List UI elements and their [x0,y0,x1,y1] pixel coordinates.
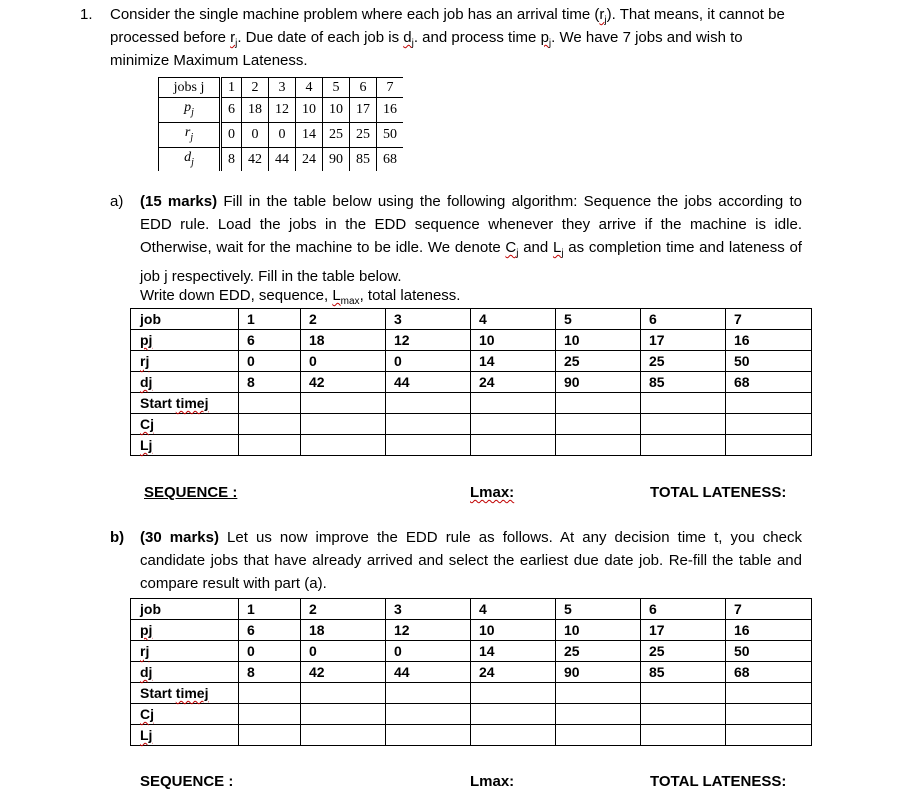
table-cell: 85 [350,147,377,171]
table-cell: 25 [556,351,641,372]
answer-cell[interactable] [556,435,641,456]
lmax-label-a: Lmax: [470,484,515,501]
table-cell: 2 [301,599,386,620]
row-label: Lj [131,435,239,456]
table-cell: 10 [471,620,556,641]
answer-cell[interactable] [556,414,641,435]
row-label: Lj [131,725,239,746]
table-cell: 50 [377,122,404,147]
table-cell: 24 [471,662,556,683]
table-row [131,599,812,620]
table-cell: 25 [323,122,350,147]
answer-cell[interactable] [641,704,726,725]
table-cell: 8 [239,662,301,683]
answer-cell[interactable] [471,414,556,435]
table-cell: 0 [301,641,386,662]
part-a-letter: a) [110,193,124,210]
table-row [131,330,812,351]
answer-cell[interactable] [471,725,556,746]
table-cell: 14 [471,641,556,662]
table-cell: 12 [386,330,471,351]
answer-cell[interactable] [556,725,641,746]
table-cell: 6 [641,309,726,330]
row-label: $r_j$ [159,122,221,147]
table-cell: 68 [377,147,404,171]
answer-cell[interactable] [556,393,641,414]
table-cell: 42 [242,147,269,171]
answer-cell[interactable] [726,683,812,704]
problem-number: 1. [80,6,93,23]
answer-cell[interactable] [386,414,471,435]
table-cell: 1 [221,78,242,98]
row-label: rj [131,351,239,372]
total-lateness-label-b: TOTAL LATENESS: [650,773,787,790]
table-cell: 7 [726,309,812,330]
table-cell: 16 [726,620,812,641]
table-cell: 17 [641,620,726,641]
table-cell: 4 [471,599,556,620]
table-part-b [130,598,812,746]
table-cell: 6 [641,599,726,620]
table-cell: 18 [242,98,269,123]
answer-cell[interactable] [471,435,556,456]
table-cell: 25 [350,122,377,147]
table-cell: 0 [239,351,301,372]
answer-cell[interactable] [239,393,301,414]
table-cell: 2 [301,309,386,330]
table-cell: 3 [269,78,296,98]
jobs-data-table [158,77,403,171]
table-cell: 16 [726,330,812,351]
table-cell: 1 [239,599,301,620]
table-row [131,393,812,414]
table-cell: 68 [726,662,812,683]
table-row [131,351,812,372]
table-row [131,641,812,662]
part-b-letter: b) [110,529,125,546]
row-label: Start timej [131,393,239,414]
table-cell: 17 [350,98,377,123]
answer-cell[interactable] [386,435,471,456]
row-label: $p_j$ [159,98,221,123]
answer-cell[interactable] [641,414,726,435]
answer-cell[interactable] [301,414,386,435]
table-cell: 68 [726,372,812,393]
answer-cell[interactable] [726,435,812,456]
table-row [131,309,812,330]
table-cell: 16 [377,98,404,123]
table-cell: 12 [386,620,471,641]
row-label: $d_j$ [159,147,221,171]
row-label: pj [131,330,239,351]
row-label: Start timej [131,683,239,704]
table-cell: 5 [323,78,350,98]
answer-cell[interactable] [726,393,812,414]
table-cell: 2 [242,78,269,98]
table-cell: 24 [296,147,323,171]
table-cell: 3 [386,309,471,330]
answer-cell[interactable] [641,393,726,414]
answer-cell[interactable] [239,725,301,746]
table-cell: 10 [471,330,556,351]
table-cell: 24 [471,372,556,393]
table-cell: 10 [556,330,641,351]
table-cell: 0 [386,641,471,662]
answer-cell[interactable] [386,683,471,704]
problem-line-2: processed before $r_j$. Due date of each job is $d_j$. and process time $p_j$. We have 7 jobs and wish to [110,29,743,49]
table-cell: 44 [269,147,296,171]
answer-cell[interactable] [301,683,386,704]
row-label: job [131,309,239,330]
table-cell: 8 [239,372,301,393]
table-cell: 4 [296,78,323,98]
table-cell: 90 [323,147,350,171]
total-lateness-label-a: TOTAL LATENESS: [650,484,787,501]
table-cell: 6 [221,98,242,123]
rj-symbol: $r_j$ [230,29,238,49]
table-cell: 5 [556,599,641,620]
pj-symbol: $p_j$ [540,29,552,49]
table-cell: 3 [386,599,471,620]
table-cell: 42 [301,372,386,393]
table-cell: 8 [221,147,242,171]
table-row [159,78,404,98]
answer-cell[interactable] [641,725,726,746]
table-cell: 0 [239,641,301,662]
table-cell: 90 [556,372,641,393]
table-cell: 25 [641,351,726,372]
lmax-label-b: Lmax: [470,773,515,790]
answer-cell[interactable] [301,704,386,725]
answer-cell[interactable] [386,725,471,746]
row-label: Cj [131,414,239,435]
part-a-instruction: Write down EDD, sequence, $L_{max}$, total lateness. [140,287,461,307]
answer-cell[interactable] [726,414,812,435]
table-cell: 44 [386,372,471,393]
part-a-text: (15 marks) Fill in the table below using the following algorithm: Sequence the jobs according to EDD rule. Load the jobs in the EDD sequence whenever they arrive if the machine is idle. Otherwise, wait for the machine to be idle. We denote $C_j$ and $L_j$ as completion time and lateness of job j respectively. Fill in the table below. [140,193,803,285]
table-cell: 0 [242,122,269,147]
table-cell: 25 [641,641,726,662]
row-label: job [131,599,239,620]
row-label: Cj [131,704,239,725]
table-cell: 17 [641,330,726,351]
table-cell: 10 [556,620,641,641]
answer-cell[interactable] [556,704,641,725]
problem-line-3: minimize Maximum Lateness. [110,52,308,69]
table-cell: 6 [239,620,301,641]
answer-cell[interactable] [301,435,386,456]
answer-cell[interactable] [239,683,301,704]
table-cell: 10 [296,98,323,123]
table-row [131,372,812,393]
table-cell: 50 [726,641,812,662]
answer-cell[interactable] [556,683,641,704]
table-row [131,414,812,435]
table-cell: 18 [301,330,386,351]
answer-cell[interactable] [471,704,556,725]
answer-cell[interactable] [239,435,301,456]
table-row [131,435,812,456]
table-row [131,662,812,683]
table-cell: 0 [269,122,296,147]
answer-cell[interactable] [641,683,726,704]
table-row [131,704,812,725]
sequence-label-b: SEQUENCE : [140,773,234,790]
answer-cell[interactable] [641,435,726,456]
table-header-label: jobs j [159,78,221,98]
table-cell: 85 [641,662,726,683]
table-row [159,98,404,123]
table-cell: 0 [301,351,386,372]
answer-cell[interactable] [239,704,301,725]
row-label: rj [131,641,239,662]
answer-cell[interactable] [386,393,471,414]
table-cell: 50 [726,351,812,372]
table-cell: 1 [239,309,301,330]
table-cell: 0 [221,122,242,147]
row-label: dj [131,662,239,683]
problem-line-1: Consider the single machine problem where each job has an arrival time $(r_j)$. That means, it cannot be [110,6,785,26]
row-label: dj [131,372,239,393]
table-cell: 7 [726,599,812,620]
table-cell: 85 [641,372,726,393]
part-b-text: (30 marks) Let us now improve the EDD rule as follows. At any decision time t, you check candidate jobs that have already arrived and select the earliest due date job. Re-fill the table and compare result with part (a). [140,529,802,592]
answer-cell[interactable] [386,704,471,725]
table-part-a [130,308,812,456]
answer-cell[interactable] [726,704,812,725]
table-cell: 6 [350,78,377,98]
table-cell: 5 [556,309,641,330]
rj-symbol: $r_j$ [599,6,607,26]
table-cell: 10 [323,98,350,123]
table-cell: 42 [301,662,386,683]
table-row [159,147,404,171]
table-cell: 18 [301,620,386,641]
table-row [131,683,812,704]
table-cell: 4 [471,309,556,330]
table-cell: 7 [377,78,404,98]
table-row [131,620,812,641]
table-cell: 0 [386,351,471,372]
table-cell: 12 [269,98,296,123]
table-cell: 14 [296,122,323,147]
table-cell: 6 [239,330,301,351]
answer-cell[interactable] [239,414,301,435]
row-label: pj [131,620,239,641]
answer-cell[interactable] [726,725,812,746]
answer-cell[interactable] [301,725,386,746]
table-row [159,122,404,147]
table-row [131,725,812,746]
table-cell: 14 [471,351,556,372]
answer-cell[interactable] [471,683,556,704]
answer-cell[interactable] [301,393,386,414]
answer-cell[interactable] [471,393,556,414]
sequence-label-a: SEQUENCE : [144,484,238,501]
table-cell: 44 [386,662,471,683]
dj-symbol: $d_j$ [403,29,414,49]
table-cell: 90 [556,662,641,683]
table-cell: 25 [556,641,641,662]
